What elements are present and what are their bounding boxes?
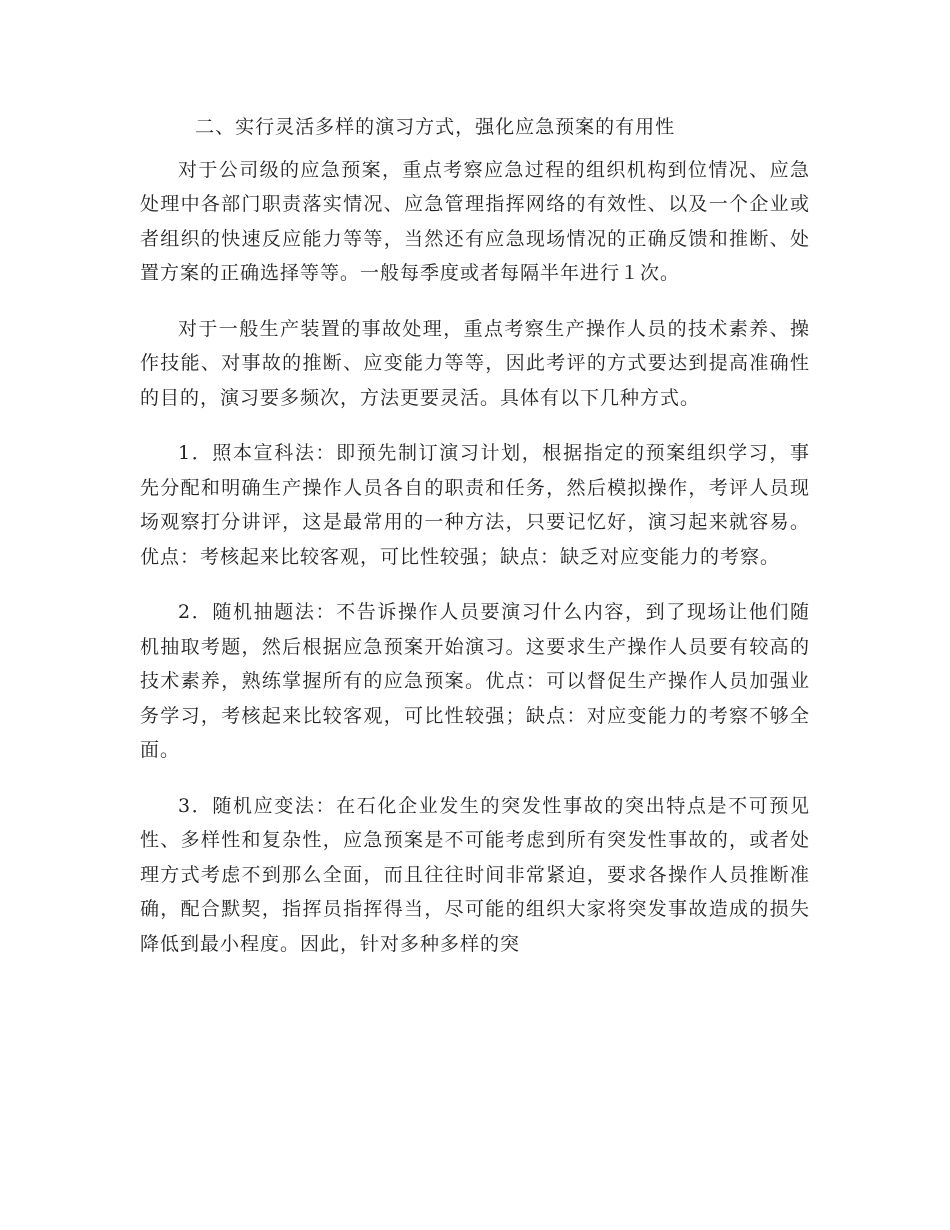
paragraph-device-accident: 对于一般生产装置的事故处理，重点考察生产操作人员的技术素养、操作技能、对事故的推断、应变能力等等，因此考评的方式要达到提高准确性的目的，演习要多频次，方法更要灵活。具体有以下几种方式。 — [140, 317, 810, 409]
document-body — [140, 110, 810, 961]
paragraph-method-2: 2．随机抽题法：不告诉操作人员要演习什么内容，到了现场让他们随机抽取考题，然后根据应急预案开始演习。这要求生产操作人员要有较高的技术素养，熟练掌握所有的应急预案。优点：可以督促生产操作人员加强业务学习，考核起来比较客观，可比性较强；缺点：对应变能力的考察不够全面。 — [140, 601, 810, 761]
paragraph-company-plan: 对于公司级的应急预案，重点考察应急过程的组织机构到位情况、应急处理中各部门职责落实情况、应急管理指挥网络的有效性、以及一个企业或者组织的快速反应能力等等，当然还有应急现场情况的正确反馈和推断、处置方案的正确选择等等。一般每季度或者每隔半年进行１次。 — [140, 158, 810, 284]
section-heading: 二、实行灵活多样的演习方式，强化应急预案的有用性 — [195, 116, 676, 138]
paragraph-method-1: 1．照本宣科法：即预先制订演习计划，根据指定的预案组织学习，事先分配和明确生产操作人员各自的职责和任务，然后模拟操作，考评人员现场观察打分讲评，这是最常用的一种方法，只要记忆好，演习起来就容易。优点：考核起来比较客观，可比性较强；缺点：缺乏对应变能力的考察。 — [140, 442, 810, 568]
paragraph-method-3: 3．随机应变法：在石化企业发生的突发性事故的突出特点是不可预见性、多样性和复杂性，应急预案是不可能考虑到所有突发性事故的，或者处理方式考虑不到那么全面，而且往往时间非常紧迫，要求各操作人员推断准确，配合默契，指挥员指挥得当，尽可能的组织大家将突发事故造成的损失降低到最小程度。因此，针对多种多样的突 — [140, 794, 810, 955]
